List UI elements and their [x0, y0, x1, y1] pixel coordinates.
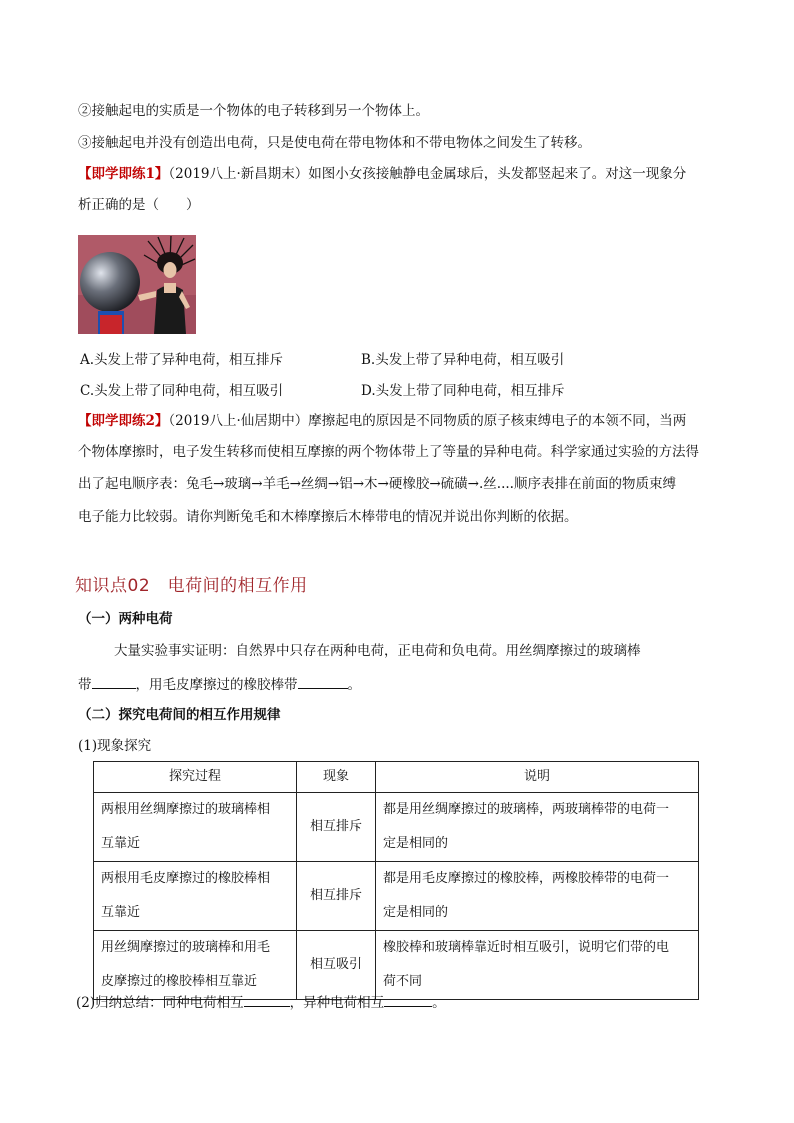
text-line: ②接触起电的实质是一个物体的电子转移到另一个物体上。	[78, 103, 429, 119]
cell-text: 荷不同	[383, 974, 423, 989]
question-tag: 【即学即练1】	[78, 166, 169, 182]
cell-text: 定是相同的	[383, 905, 449, 920]
question-text: 电子能力比较弱。请你判断兔毛和木棒摩擦后木棒带电的情况并说出你判断的依据。	[78, 509, 578, 525]
paragraph-text: ，用毛皮摩擦过的橡胶棒带	[135, 677, 298, 693]
experiment-table	[93, 761, 699, 1000]
question-text: 出了起电顺序表：兔毛→玻璃→羊毛→丝绸→铝→木→硬橡胶→硫磺→.丝....顺序表排在前面的物质束缚	[78, 476, 676, 492]
table-header-cell: 探究过程	[94, 762, 297, 793]
table-header-row	[94, 762, 699, 793]
cell-text: 都是用丝绸摩擦过的玻璃棒，两玻璃棒带的电荷一	[383, 802, 670, 817]
question-text: 个物体摩擦时，电子发生转移而使相互摩擦的两个物体带上了等量的异种电荷。科学家通过实验的方法得	[78, 444, 699, 460]
girl-touching-static-ball-photo	[78, 235, 196, 334]
paragraph-text: 带	[78, 677, 92, 693]
cell-text: 互靠近	[101, 905, 141, 920]
table-cell-phenomenon: 相互排斥	[297, 862, 376, 931]
cell-text: 用丝绸摩擦过的玻璃棒和用毛	[101, 940, 271, 955]
subsection-label: (1)现象探究	[78, 738, 152, 754]
summary-line	[76, 992, 446, 1013]
table-row	[94, 931, 699, 1000]
option-d[interactable]: D.头发上带了同种电荷，相互排斥	[361, 383, 565, 399]
cell-text: 橡胶棒和玻璃棒靠近时相互吸引，说明它们带的电	[383, 940, 670, 955]
subsection-heading: （二）探究电荷间的相互作用规律	[78, 707, 281, 723]
paragraph-line: 大量实验事实证明：自然界中只存在两种电荷，正电荷和负电荷。用丝绸摩擦过的玻璃棒	[114, 643, 641, 659]
summary-text: (2)归纳总结：同种电荷相互	[76, 995, 244, 1011]
cell-text: 皮摩擦过的橡胶棒相互靠近	[101, 974, 258, 989]
question-text: 析正确的是（ ）	[78, 197, 200, 213]
summary-text: 。	[432, 995, 446, 1011]
table-header-cell: 现象	[297, 762, 376, 793]
option-c[interactable]: C.头发上带了同种电荷，相互吸引	[80, 383, 284, 399]
table-row	[94, 862, 699, 931]
text-line: ③接触起电并没有创造出电荷，只是使电荷在带电物体和不带电物体之间发生了转移。	[78, 135, 591, 151]
answer-blank[interactable]	[92, 674, 136, 689]
table-cell-explain	[376, 931, 699, 1000]
question-text: （2019八上·仙居期中）摩擦起电的原因是不同物质的原子核束缚电子的本领不同，当两	[168, 413, 687, 429]
paragraph-text: 。	[347, 677, 361, 693]
question-1-line	[78, 164, 686, 184]
fill-in-line	[78, 674, 361, 695]
cell-text: 两根用丝绸摩擦过的玻璃棒相	[101, 802, 271, 817]
section-heading: 知识点02 电荷间的相互作用	[75, 576, 308, 596]
table-cell-explain	[376, 862, 699, 931]
table-cell-phenomenon: 相互吸引	[297, 931, 376, 1000]
answer-blank[interactable]	[298, 674, 348, 689]
table-cell-phenomenon: 相互排斥	[297, 793, 376, 862]
option-a[interactable]: A.头发上带了异种电荷，相互排斥	[80, 352, 284, 368]
answer-blank[interactable]	[244, 992, 290, 1007]
option-b[interactable]: B.头发上带了异种电荷，相互吸引	[361, 352, 565, 368]
table-row	[94, 793, 699, 862]
table-header-cell: 说明	[376, 762, 699, 793]
cell-text: 定是相同的	[383, 836, 449, 851]
cell-text: 两根用毛皮摩擦过的橡胶棒相	[101, 871, 271, 886]
question-tag: 【即学即练2】	[78, 413, 169, 429]
table-cell-explain	[376, 793, 699, 862]
subsection-heading: （一）两种电荷	[78, 611, 173, 627]
answer-blank[interactable]	[384, 992, 432, 1007]
question-2-line	[78, 411, 686, 431]
question-text: （2019八上·新昌期末）如图小女孩接触静电金属球后，头发都竖起来了。对这一现象分	[168, 166, 687, 182]
table-cell-process	[94, 931, 297, 1000]
table-cell-process	[94, 862, 297, 931]
table-cell-process	[94, 793, 297, 862]
summary-text: ，异种电荷相互	[289, 995, 385, 1011]
cell-text: 互靠近	[101, 836, 141, 851]
cell-text: 都是用毛皮摩擦过的橡胶棒，两橡胶棒带的电荷一	[383, 871, 670, 886]
